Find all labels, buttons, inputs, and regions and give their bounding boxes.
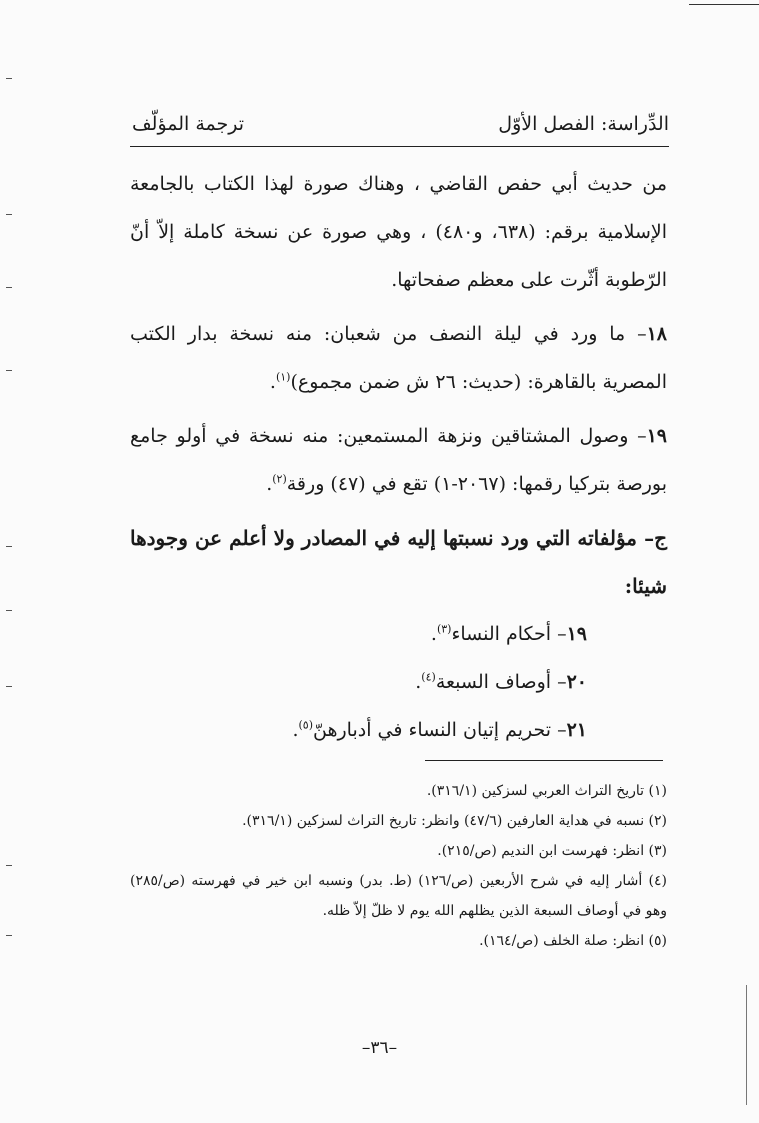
paragraph-continuation: من حديث أبي حفص القاضي ، وهناك صورة لهذا الكتاب بالجامعة الإسلامية برقم: (٦٣٨، و٤٨٠) ، وهي صورة عن نسخة كاملة إلاّ أنّ الرّطوبة أثّرت على معظم صفحاتها. xyxy=(130,173,667,291)
list-item-19b: ١٩– أحكام النساء$^{(٣)}$. xyxy=(430,622,587,645)
footnote-ref[interactable]: (١) xyxy=(275,370,291,384)
main-text xyxy=(130,160,667,754)
item-text: – ما ورد في ليلة النصف من شعبان: منه نسخة بدار الكتب المصرية بالقاهرة: (حديث: ٢٦ ش ضمن مجموع) xyxy=(130,323,667,393)
scan-edge-line xyxy=(689,4,759,5)
footnote-4: (٤) أشار إليه في شرح الأربعين (ص/١٢٦) (ط. بدر) ونسبه ابن خير في فهرسته (ص/٢٨٥) وهو في أوصاف السبعة الذين يظلهم الله يوم لا ظلّ إلاّ ظله. xyxy=(130,873,667,919)
header-chapter: الدِّراسة: الفصل الأوّل xyxy=(498,113,669,135)
list-item-20: ٢٠– أوصاف السبعة$^{(٤)}$. xyxy=(415,670,587,693)
footnote-ref[interactable]: (٢) xyxy=(272,472,287,486)
running-header xyxy=(132,104,669,144)
item-number: ١٩ xyxy=(566,623,587,645)
header-rule xyxy=(130,146,669,147)
footnote-separator xyxy=(425,760,663,761)
item-number: ٢١ xyxy=(566,719,587,741)
footnote-5: (٥) انظر: صلة الخلف (ص/١٦٤). xyxy=(479,933,667,949)
list-item-21: ٢١– تحريم إتيان النساء في أدبارهنّ$^{(٥)}$. xyxy=(292,718,587,741)
item-text: – تحريم إتيان النساء في أدبارهنّ xyxy=(313,719,567,741)
header-section: ترجمة المؤلّف xyxy=(132,113,245,135)
scan-margin-marks xyxy=(0,0,20,1123)
list-item-19: ١٩– وصول المشتاقين ونزهة المستمعين: منه نسخة في أولو جامع بورصة بتركيا رقمها: (٢٠٦٧-١) تقع في (٤٧) ورقة$^{(٢)}$. xyxy=(130,425,667,495)
item-number: ١٨ xyxy=(646,323,667,345)
footnote-1: (١) تاريخ التراث العربي لسزكين (٣١٦/١). xyxy=(426,783,667,799)
section-heading: ج– مؤلفاته التي ورد نسبتها إليه في المصادر ولا أعلم عن وجودها شيئا: xyxy=(130,526,667,598)
item-text: – وصول المشتاقين ونزهة المستمعين: منه نسخة في أولو جامع بورصة بتركيا رقمها: (٢٠٦٧-١) تقع في (٤٧) ورقة xyxy=(130,425,667,495)
item-text: – أوصاف السبعة xyxy=(435,671,567,693)
footnote-ref[interactable]: (٤) xyxy=(421,670,436,684)
footnote-ref[interactable]: (٥) xyxy=(298,718,313,732)
footnote-2: (٢) نسبه في هداية العارفين (٤٧/٦) وانظر: تاريخ التراث لسزكين (٣١٦/١). xyxy=(242,813,667,829)
footnote-ref[interactable]: (٣) xyxy=(436,622,452,636)
item-number: ١٩ xyxy=(646,425,667,447)
item-number: ٢٠ xyxy=(566,671,587,693)
list-item-18: ١٨– ما ورد في ليلة النصف من شعبان: منه نسخة بدار الكتب المصرية بالقاهرة: (حديث: ٢٦ ش ضمن مجموع)$^{(١)}$. xyxy=(130,323,667,393)
page-number: –٣٦– xyxy=(361,1038,398,1058)
footnote-3: (٣) انظر: فهرست ابن النديم (ص/٢١٥). xyxy=(437,843,667,859)
footnotes xyxy=(130,776,667,956)
item-text: – أحكام النساء xyxy=(451,623,567,645)
scan-binding-line xyxy=(746,985,747,1105)
